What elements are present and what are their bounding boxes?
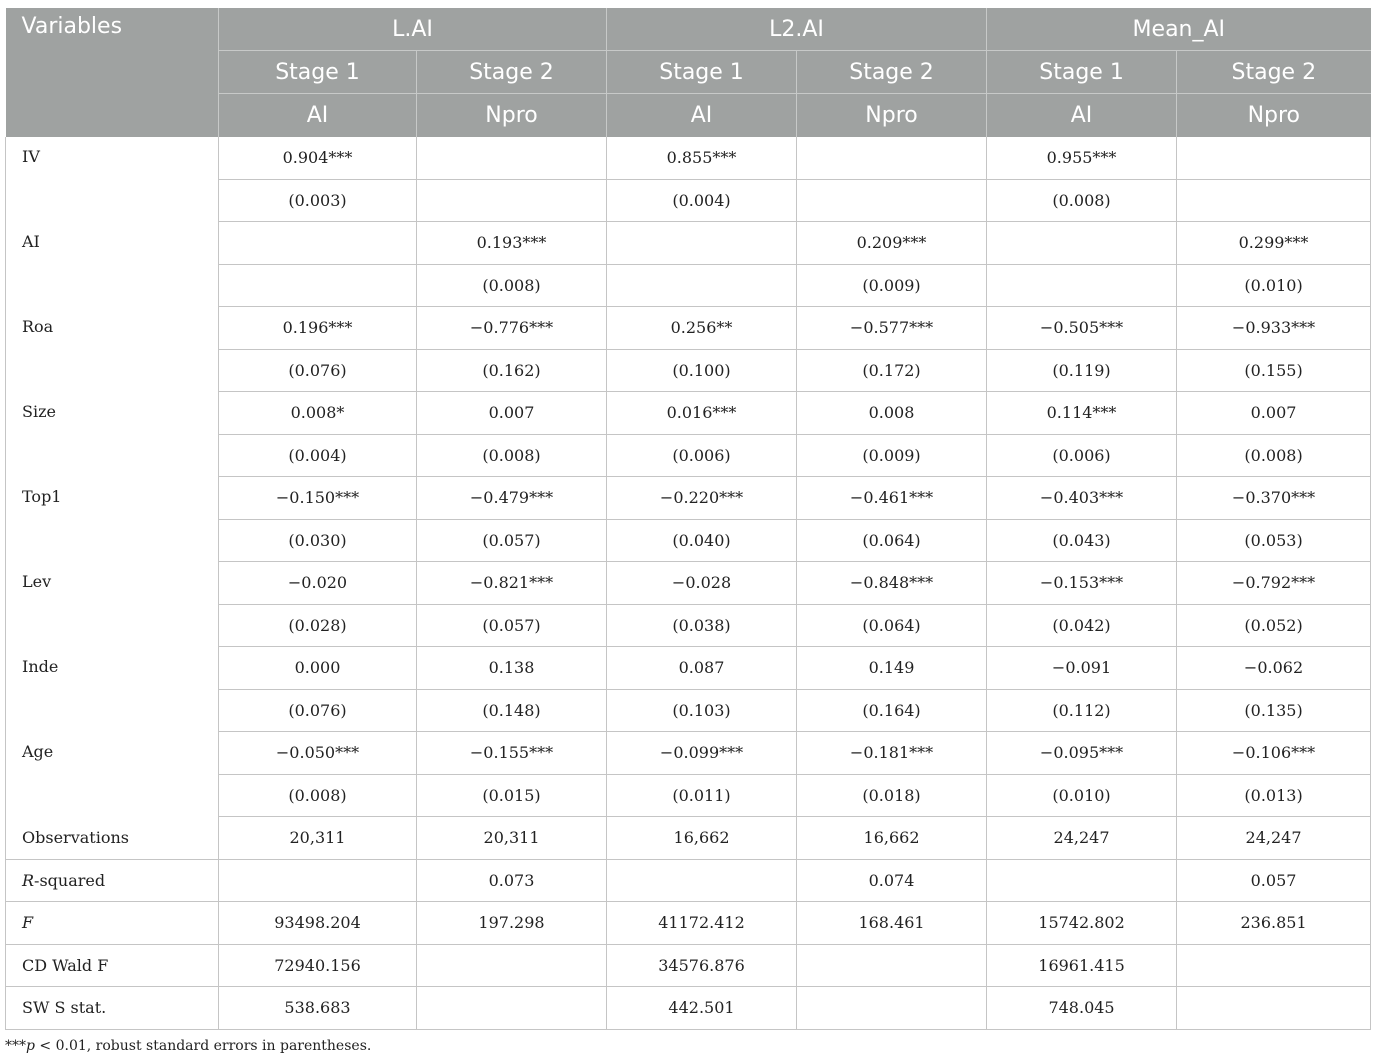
row-label: Inde	[6, 647, 219, 732]
stat-value-cell: 748.045	[987, 987, 1177, 1030]
coefficient-cell: 0.196***	[219, 307, 417, 350]
coefficient-cell: −0.577***	[797, 307, 987, 350]
std-error-cell: (0.015)	[417, 774, 607, 817]
coefficient-cell	[607, 222, 797, 265]
coefficient-cell: −0.479***	[417, 477, 607, 520]
stat-label-italic: F	[22, 913, 34, 933]
coefficient-cell: −0.461***	[797, 477, 987, 520]
std-error-cell: (0.003)	[219, 179, 417, 222]
coefficient-cell: −0.403***	[987, 477, 1177, 520]
coefficient-cell: 0.149	[797, 647, 987, 690]
table-row	[6, 647, 1371, 690]
stat-label: SW S stat.	[6, 987, 219, 1030]
std-error-cell: (0.030)	[219, 519, 417, 562]
stat-label-rest: -squared	[34, 870, 106, 890]
std-error-cell: (0.164)	[797, 689, 987, 732]
coefficient-cell: −0.150***	[219, 477, 417, 520]
row-label: Roa	[6, 307, 219, 392]
table-row	[6, 477, 1371, 520]
coefficient-cell: 0.955***	[987, 137, 1177, 179]
stat-value-cell: 93498.204	[219, 902, 417, 945]
dependent-header: AI	[987, 94, 1177, 138]
stat-value-cell	[797, 944, 987, 987]
coefficient-cell: −0.848***	[797, 562, 987, 605]
regression-table	[5, 8, 1371, 1030]
std-error-cell: (0.004)	[219, 434, 417, 477]
std-error-cell: (0.038)	[607, 604, 797, 647]
std-error-cell: (0.008)	[987, 179, 1177, 222]
std-error-cell: (0.006)	[987, 434, 1177, 477]
std-error-cell: (0.008)	[219, 774, 417, 817]
std-error-cell: (0.004)	[607, 179, 797, 222]
stat-value-cell: 24,247	[987, 817, 1177, 860]
stat-value-cell: 0.073	[417, 859, 607, 902]
coefficient-cell: −0.153***	[987, 562, 1177, 605]
stat-value-cell: 168.461	[797, 902, 987, 945]
table-row	[6, 732, 1371, 775]
std-error-cell	[219, 264, 417, 307]
std-error-cell: (0.148)	[417, 689, 607, 732]
coefficient-cell: 0.114***	[987, 392, 1177, 435]
coefficient-cell: −0.821***	[417, 562, 607, 605]
row-label: Size	[6, 392, 219, 477]
coefficient-cell	[417, 137, 607, 179]
table-header	[6, 8, 1371, 137]
stat-value-cell: 15742.802	[987, 902, 1177, 945]
std-error-cell: (0.008)	[1177, 434, 1371, 477]
table-row	[6, 562, 1371, 605]
std-error-cell: (0.119)	[987, 349, 1177, 392]
coefficient-cell	[797, 137, 987, 179]
std-error-cell: (0.013)	[1177, 774, 1371, 817]
coefficient-cell: −0.181***	[797, 732, 987, 775]
coefficient-cell: 0.193***	[417, 222, 607, 265]
stat-label: CD Wald F	[6, 944, 219, 987]
coefficient-cell: 0.087	[607, 647, 797, 690]
stat-value-cell: 34576.876	[607, 944, 797, 987]
table-row	[6, 944, 1371, 987]
stat-value-cell: 72940.156	[219, 944, 417, 987]
coefficient-cell: −0.505***	[987, 307, 1177, 350]
stat-value-cell	[219, 859, 417, 902]
coefficient-cell: −0.370***	[1177, 477, 1371, 520]
row-label: AI	[6, 222, 219, 307]
coefficient-cell: −0.220***	[607, 477, 797, 520]
std-error-cell: (0.008)	[417, 264, 607, 307]
coefficient-cell: 0.299***	[1177, 222, 1371, 265]
stat-value-cell: 24,247	[1177, 817, 1371, 860]
stat-value-cell: 538.683	[219, 987, 417, 1030]
coefficient-cell: −0.062	[1177, 647, 1371, 690]
table-row	[6, 859, 1371, 902]
coefficient-cell: −0.020	[219, 562, 417, 605]
std-error-cell: (0.172)	[797, 349, 987, 392]
footnote-stars: ***	[5, 1038, 26, 1054]
stat-value-cell	[1177, 944, 1371, 987]
stat-value-cell	[1177, 987, 1371, 1030]
coefficient-cell: 0.209***	[797, 222, 987, 265]
coefficient-cell: 0.138	[417, 647, 607, 690]
dependent-header: AI	[607, 94, 797, 138]
std-error-cell: (0.162)	[417, 349, 607, 392]
stat-value-cell	[797, 987, 987, 1030]
std-error-cell	[797, 179, 987, 222]
std-error-cell: (0.076)	[219, 349, 417, 392]
std-error-cell	[987, 264, 1177, 307]
std-error-cell: (0.057)	[417, 604, 607, 647]
coefficient-cell: 0.904***	[219, 137, 417, 179]
std-error-cell: (0.053)	[1177, 519, 1371, 562]
stat-label: Observations	[6, 817, 219, 860]
group-header-mean-ai: Mean_AI	[987, 8, 1371, 51]
std-error-cell: (0.040)	[607, 519, 797, 562]
dependent-header: AI	[219, 94, 417, 138]
footnote-p: p	[26, 1038, 35, 1054]
coefficient-cell: 0.007	[417, 392, 607, 435]
stat-label	[6, 859, 219, 902]
table-row	[6, 222, 1371, 265]
coefficient-cell	[987, 222, 1177, 265]
std-error-cell	[607, 264, 797, 307]
std-error-cell: (0.064)	[797, 604, 987, 647]
table-row	[6, 817, 1371, 860]
std-error-cell	[1177, 179, 1371, 222]
std-error-cell: (0.052)	[1177, 604, 1371, 647]
coefficient-cell: 0.000	[219, 647, 417, 690]
row-label: Lev	[6, 562, 219, 647]
std-error-cell: (0.043)	[987, 519, 1177, 562]
coefficient-cell: −0.106***	[1177, 732, 1371, 775]
footnote	[5, 1038, 371, 1054]
std-error-cell	[417, 179, 607, 222]
stat-label-italic: R	[22, 870, 35, 890]
stat-value-cell: 41172.412	[607, 902, 797, 945]
stat-value-cell: 236.851	[1177, 902, 1371, 945]
coefficient-cell: −0.776***	[417, 307, 607, 350]
stat-value-cell: 442.501	[607, 987, 797, 1030]
stat-value-cell: 16961.415	[987, 944, 1177, 987]
coefficient-cell: −0.099***	[607, 732, 797, 775]
stage-header: Stage 2	[1177, 51, 1371, 94]
stat-value-cell	[607, 859, 797, 902]
row-label: Top1	[6, 477, 219, 562]
std-error-cell: (0.018)	[797, 774, 987, 817]
row-label: Age	[6, 732, 219, 817]
coefficient-cell: 0.016***	[607, 392, 797, 435]
std-error-cell: (0.011)	[607, 774, 797, 817]
dependent-header: Npro	[797, 94, 987, 138]
coefficient-cell: −0.091	[987, 647, 1177, 690]
coefficient-cell	[1177, 137, 1371, 179]
std-error-cell: (0.006)	[607, 434, 797, 477]
std-error-cell: (0.103)	[607, 689, 797, 732]
coefficient-cell: −0.028	[607, 562, 797, 605]
coefficient-cell: −0.050***	[219, 732, 417, 775]
std-error-cell: (0.112)	[987, 689, 1177, 732]
coefficient-cell: −0.933***	[1177, 307, 1371, 350]
table-row	[6, 902, 1371, 945]
table-row	[6, 987, 1371, 1030]
std-error-cell: (0.009)	[797, 264, 987, 307]
std-error-cell: (0.100)	[607, 349, 797, 392]
stat-value-cell: 197.298	[417, 902, 607, 945]
std-error-cell: (0.042)	[987, 604, 1177, 647]
coefficient-cell: 0.855***	[607, 137, 797, 179]
stat-value-cell	[417, 987, 607, 1030]
stage-header: Stage 2	[797, 51, 987, 94]
stat-value-cell	[987, 859, 1177, 902]
std-error-cell: (0.155)	[1177, 349, 1371, 392]
stat-value-cell: 16,662	[797, 817, 987, 860]
std-error-cell: (0.010)	[987, 774, 1177, 817]
group-header-l-ai: L.AI	[219, 8, 607, 51]
std-error-cell: (0.010)	[1177, 264, 1371, 307]
stat-value-cell: 0.074	[797, 859, 987, 902]
group-header-l2-ai: L2.AI	[607, 8, 987, 51]
table-row	[6, 392, 1371, 435]
footnote-text: < 0.01, robust standard errors in parentheses.	[34, 1038, 372, 1054]
coefficient-cell: −0.095***	[987, 732, 1177, 775]
table-row	[6, 307, 1371, 350]
coefficient-cell: 0.008	[797, 392, 987, 435]
dependent-header: Npro	[1177, 94, 1371, 138]
stat-label	[6, 902, 219, 945]
stat-value-cell: 0.057	[1177, 859, 1371, 902]
std-error-cell: (0.008)	[417, 434, 607, 477]
std-error-cell: (0.057)	[417, 519, 607, 562]
stage-header: Stage 2	[417, 51, 607, 94]
std-error-cell: (0.064)	[797, 519, 987, 562]
std-error-cell: (0.135)	[1177, 689, 1371, 732]
variables-header: Variables	[6, 8, 219, 137]
stage-header: Stage 1	[987, 51, 1177, 94]
coefficient-cell: −0.792***	[1177, 562, 1371, 605]
coefficient-cell: 0.008*	[219, 392, 417, 435]
stat-value-cell	[417, 944, 607, 987]
std-error-cell: (0.009)	[797, 434, 987, 477]
table-body	[6, 137, 1371, 1029]
stage-header: Stage 1	[219, 51, 417, 94]
row-label: IV	[6, 137, 219, 222]
stat-value-cell: 20,311	[219, 817, 417, 860]
stat-value-cell: 20,311	[417, 817, 607, 860]
dependent-header: Npro	[417, 94, 607, 138]
std-error-cell: (0.028)	[219, 604, 417, 647]
coefficient-cell	[219, 222, 417, 265]
stat-value-cell: 16,662	[607, 817, 797, 860]
std-error-cell: (0.076)	[219, 689, 417, 732]
stage-header: Stage 1	[607, 51, 797, 94]
coefficient-cell: −0.155***	[417, 732, 607, 775]
coefficient-cell: 0.256**	[607, 307, 797, 350]
coefficient-cell: 0.007	[1177, 392, 1371, 435]
table-row	[6, 137, 1371, 179]
